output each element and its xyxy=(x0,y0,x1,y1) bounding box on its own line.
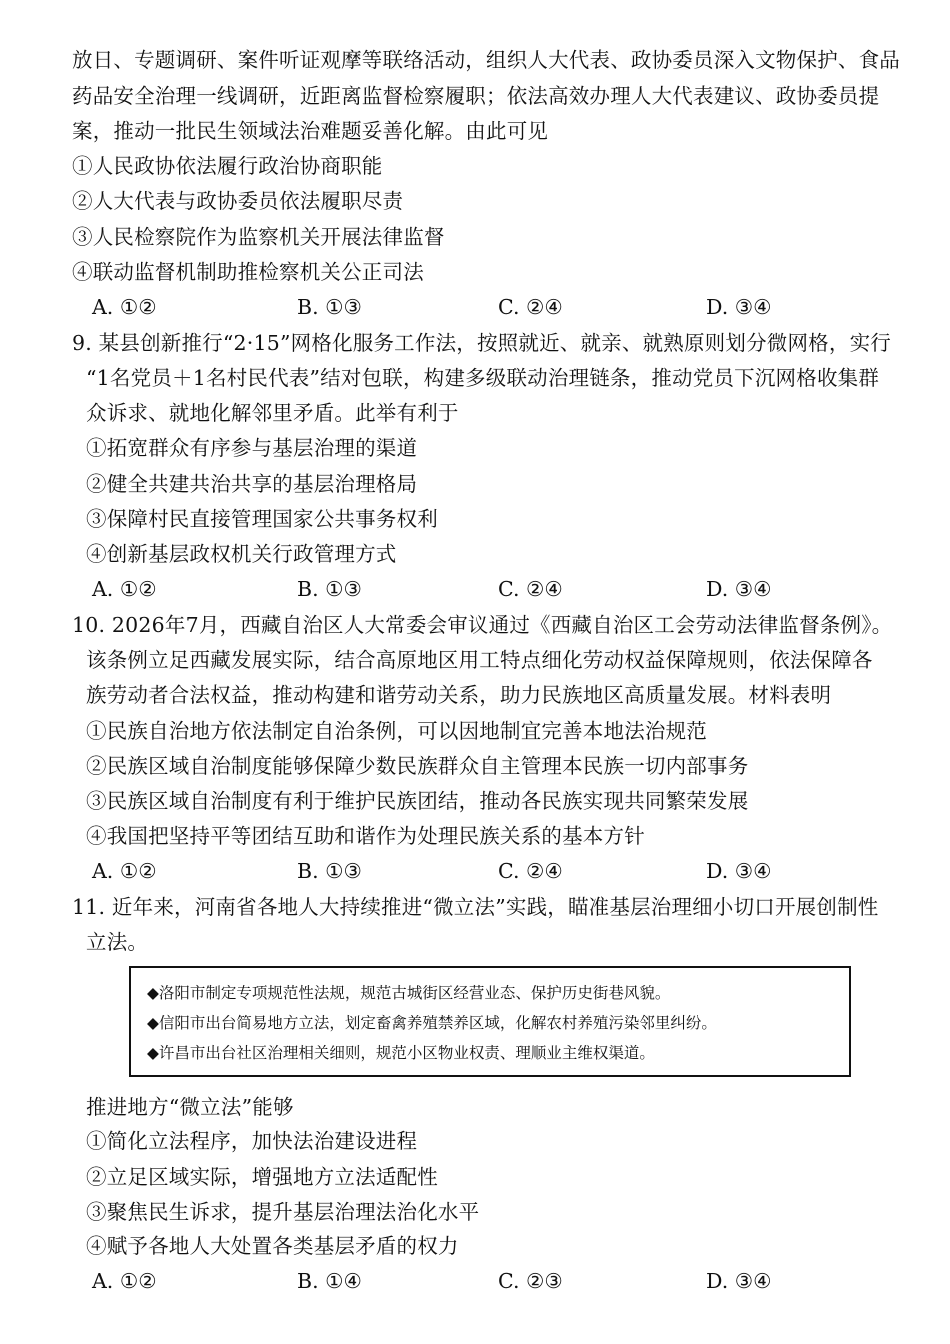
statement-item: ④联动监督机制助推检察机关公正司法 xyxy=(72,260,424,284)
option-d[interactable]: D. ③④ xyxy=(706,859,772,883)
question-text-line: 放日、专题调研、案件听证观摩等联络活动，组织人大代表、政协委员深入文物保护、食品 xyxy=(72,48,900,72)
question-text-line: 11. 近年来，河南省各地人大持续推进“微立法”实践，瞄准基层治理细小切口开展创制性 xyxy=(72,895,879,919)
option-c[interactable]: C. ②③ xyxy=(498,1269,563,1293)
option-a[interactable]: A. ①② xyxy=(92,859,157,883)
statement-item: ②立足区域实际，增强地方立法适配性 xyxy=(86,1165,438,1189)
statement-item: ②健全共建共治共享的基层治理格局 xyxy=(86,472,418,496)
statement-item: ④赋予各地人大处置各类基层矛盾的权力 xyxy=(86,1234,459,1258)
statement-item: ②人大代表与政协委员依法履职尽责 xyxy=(72,189,404,213)
statement-item: ①人民政协依法履行政治协商职能 xyxy=(72,154,383,178)
material-bullet: ◆许昌市出台社区治理相关细则，规范小区物业权责、理顺业主维权渠道。 xyxy=(147,1044,655,1062)
statement-item: ①民族自治地方依法制定自治条例，可以因地制宜完善本地法治规范 xyxy=(86,719,707,743)
question-text-line: 立法。 xyxy=(86,930,149,954)
statement-item: ①拓宽群众有序参与基层治理的渠道 xyxy=(86,436,418,460)
material-box xyxy=(129,966,851,1077)
option-c[interactable]: C. ②④ xyxy=(498,859,563,883)
answer-options xyxy=(92,293,892,321)
question-text-line: “1名党员＋1名村民代表”结对包联，构建多级联动治理链条，推动党员下沉网格收集群 xyxy=(86,366,880,390)
material-bullet: ◆信阳市出台简易地方立法，划定畜禽养殖禁养区域，化解农村养殖污染邻里纠纷。 xyxy=(147,1014,717,1032)
answer-options xyxy=(92,575,892,603)
statement-item: ③人民检察院作为监察机关开展法律监督 xyxy=(72,225,445,249)
statement-item: ①简化立法程序，加快法治建设进程 xyxy=(86,1129,418,1153)
answer-options xyxy=(92,857,892,885)
option-b[interactable]: B. ①③ xyxy=(297,859,362,883)
option-a[interactable]: A. ①② xyxy=(92,1269,157,1293)
question-text-line: 9. 某县创新推行“2·15”网格化服务工作法，按照就近、就亲、就熟原则划分微网格，实行 xyxy=(72,331,891,355)
statement-item: ③保障村民直接管理国家公共事务权利 xyxy=(86,507,438,531)
option-c[interactable]: C. ②④ xyxy=(498,295,563,319)
option-a[interactable]: A. ①② xyxy=(92,295,157,319)
answer-options xyxy=(92,1267,892,1295)
statement-item: ③聚焦民生诉求，提升基层治理法治化水平 xyxy=(86,1200,480,1224)
option-d[interactable]: D. ③④ xyxy=(706,295,772,319)
option-b[interactable]: B. ①④ xyxy=(297,1269,362,1293)
statement-item: ④创新基层政权机关行政管理方式 xyxy=(86,542,397,566)
option-a[interactable]: A. ①② xyxy=(92,577,157,601)
question-stem: 推进地方“微立法”能够 xyxy=(86,1095,294,1119)
option-c[interactable]: C. ②④ xyxy=(498,577,563,601)
statement-item: ④我国把坚持平等团结互助和谐作为处理民族关系的基本方针 xyxy=(86,824,645,848)
question-text-line: 族劳动者合法权益，推动构建和谐劳动关系，助力民族地区高质量发展。材料表明 xyxy=(86,683,832,707)
option-d[interactable]: D. ③④ xyxy=(706,1269,772,1293)
option-d[interactable]: D. ③④ xyxy=(706,577,772,601)
statement-item: ②民族区域自治制度能够保障少数民族群众自主管理本民族一切内部事务 xyxy=(86,754,749,778)
material-bullet: ◆洛阳市制定专项规范性法规，规范古城街区经营业态、保护历史街巷风貌。 xyxy=(147,984,671,1002)
option-b[interactable]: B. ①③ xyxy=(297,295,362,319)
question-text-line: 10. 2026年7月，西藏自治区人大常委会审议通过《西藏自治区工会劳动法律监督条例》。 xyxy=(72,613,893,637)
option-b[interactable]: B. ①③ xyxy=(297,577,362,601)
statement-item: ③民族区域自治制度有利于维护民族团结，推动各民族实现共同繁荣发展 xyxy=(86,789,749,813)
question-text-line: 药品安全治理一线调研，近距离监督检察履职；依法高效办理人大代表建议、政协委员提 xyxy=(72,84,880,108)
question-text-line: 案，推动一批民生领域法治难题妥善化解。由此可见 xyxy=(72,119,549,143)
question-text-line: 众诉求、就地化解邻里矛盾。此举有利于 xyxy=(86,401,459,425)
question-text-line: 该条例立足西藏发展实际，结合高原地区用工特点细化劳动权益保障规则，依法保障各 xyxy=(86,648,873,672)
